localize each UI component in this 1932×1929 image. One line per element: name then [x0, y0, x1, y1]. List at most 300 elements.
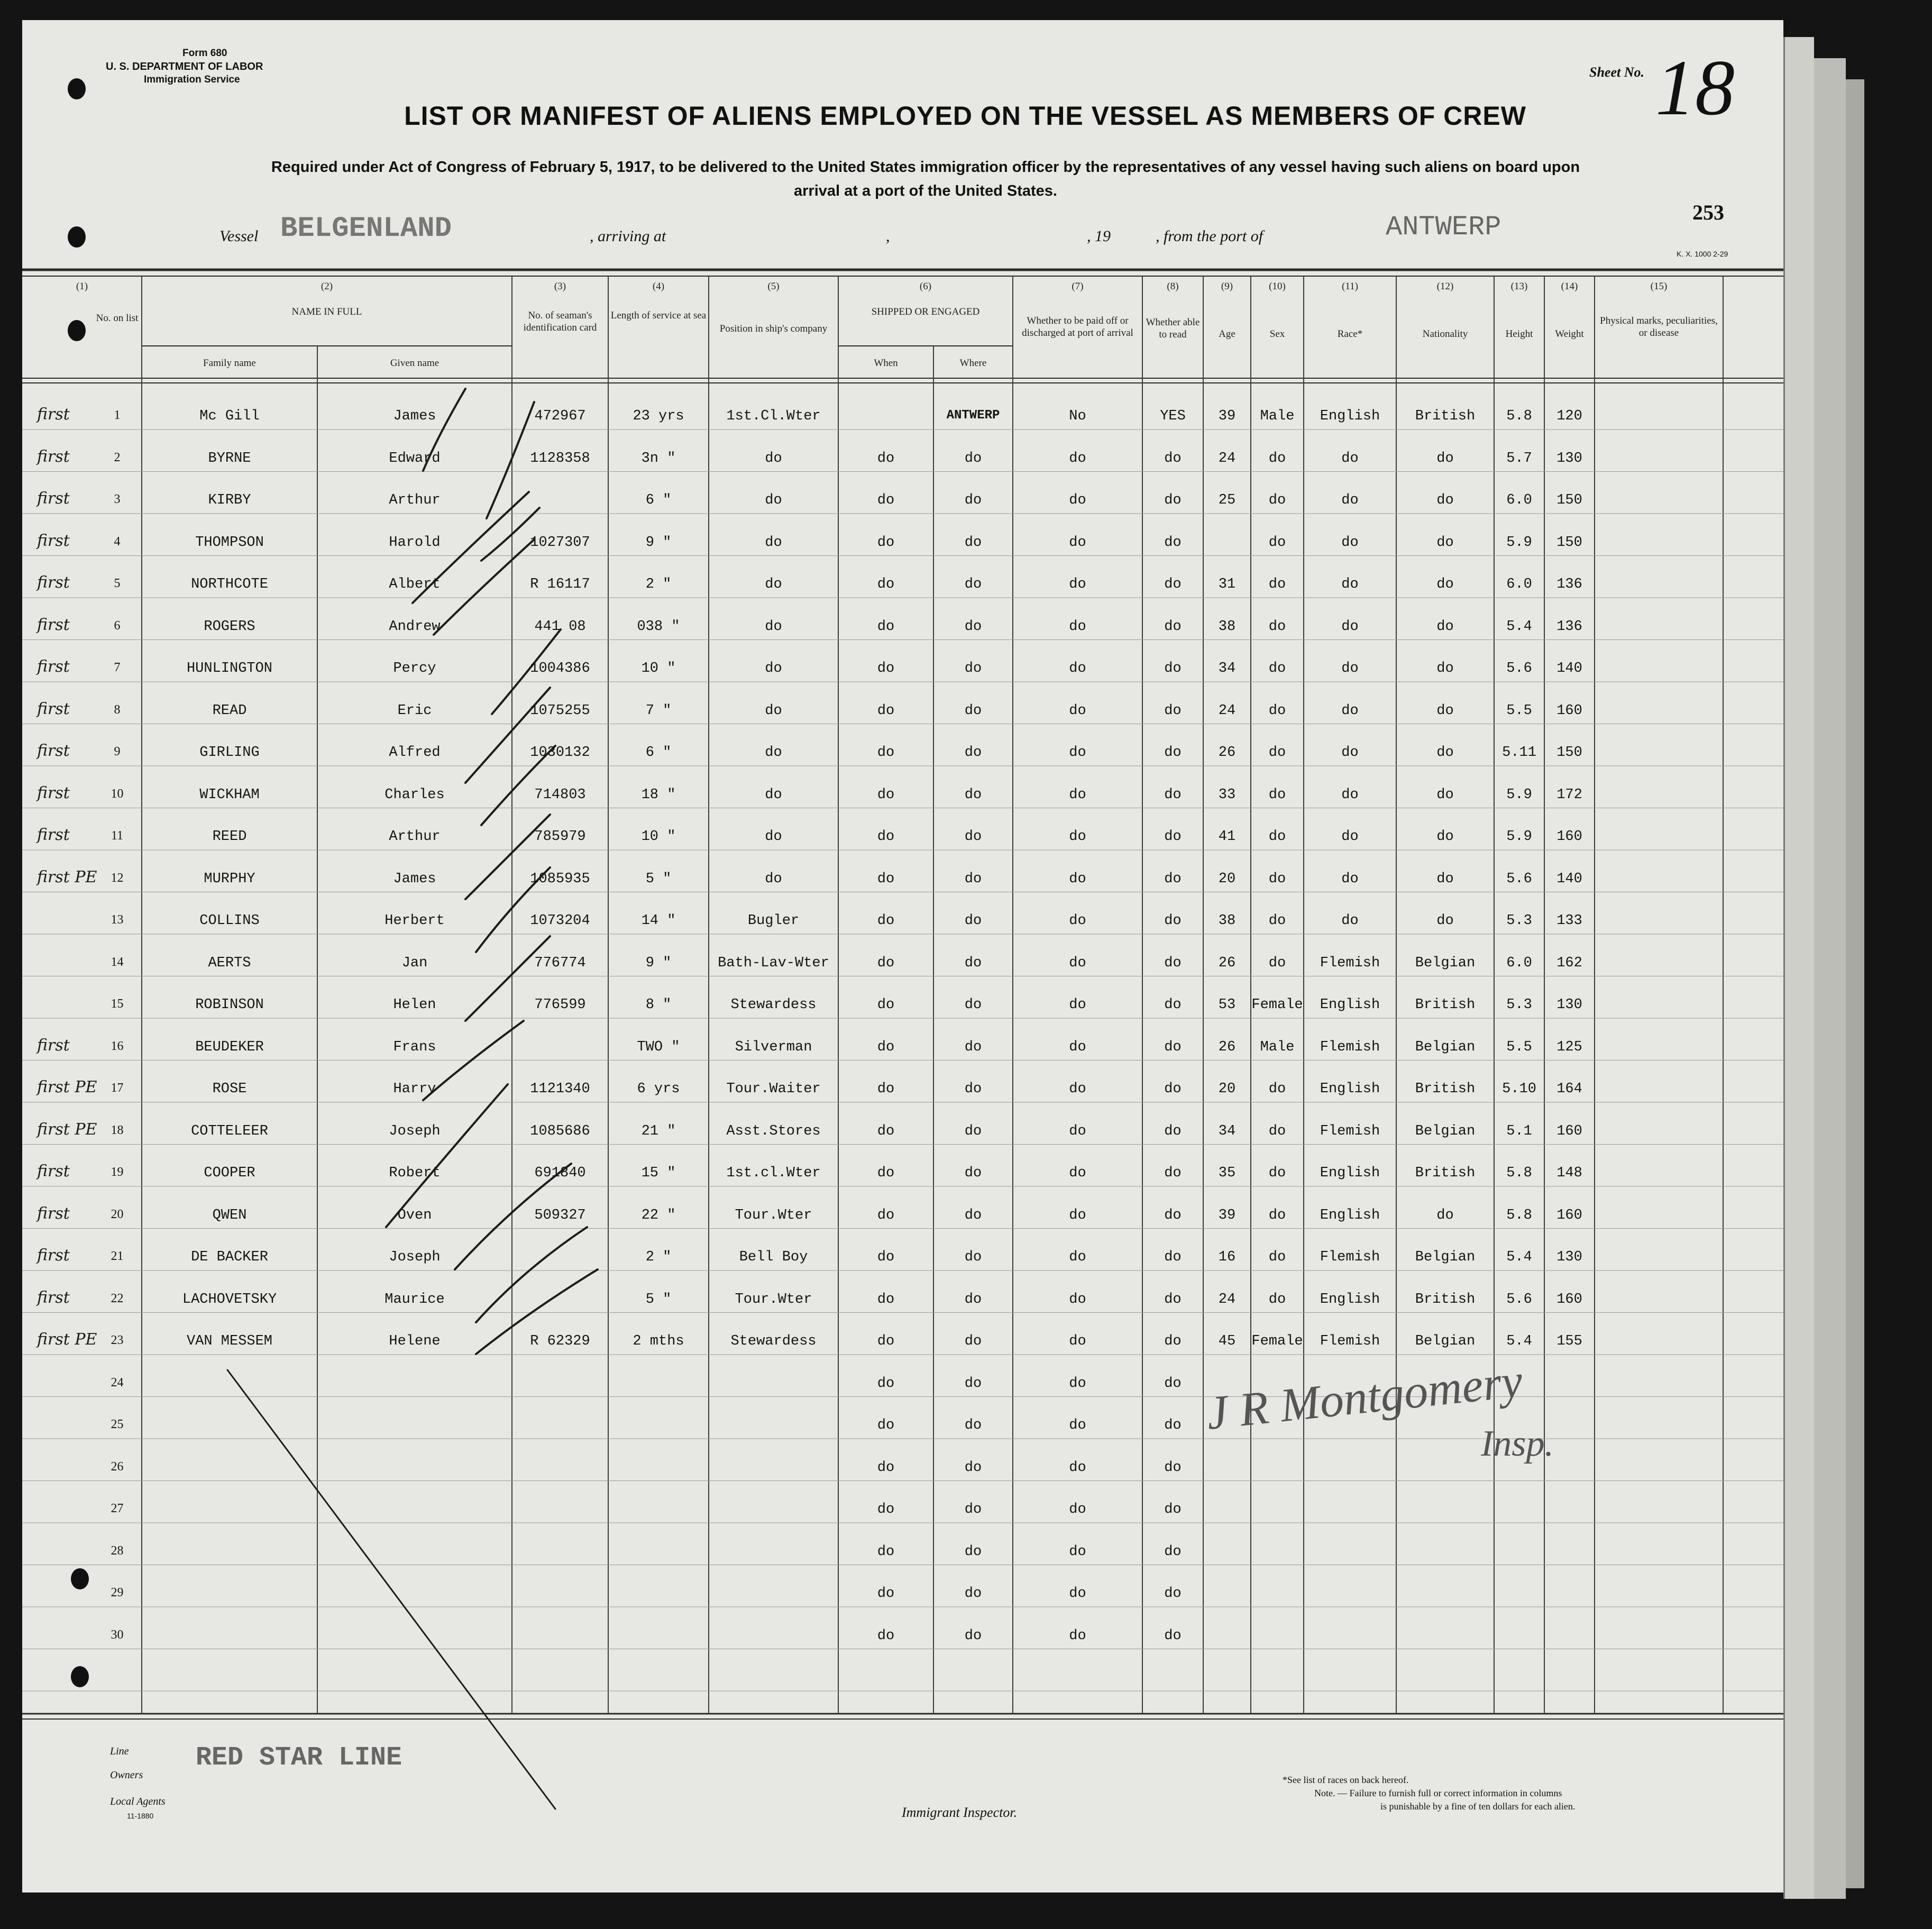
age-cell: 26	[1218, 1039, 1236, 1055]
margin-annotation: first	[37, 1204, 70, 1223]
paid-off-cell: do	[1069, 618, 1086, 635]
height-cell: 5.6	[1506, 1291, 1532, 1308]
race-cell: Flemish	[1320, 1039, 1380, 1055]
form-number: Form 680	[182, 48, 227, 59]
shipped-where-cell: do	[964, 955, 982, 971]
weight-cell: 136	[1556, 577, 1582, 592]
service-length-cell: 9 "	[645, 955, 672, 971]
height-cell: 5.10	[1502, 1081, 1536, 1097]
note-fine-2: is punishable by a fine of ten dollars for each alien.	[1380, 1801, 1576, 1812]
header-name-in-full: NAME IN FULL	[291, 306, 362, 317]
service-length-cell: 10 "	[641, 829, 676, 845]
shipped-when-cell: do	[877, 1459, 895, 1476]
nationality-cell: British	[1415, 1165, 1476, 1181]
paid-off-cell: do	[1069, 871, 1086, 887]
line-value: RED STAR LINE	[196, 1743, 402, 1773]
family-name-cell: COOPER	[204, 1165, 255, 1181]
able-to-read-cell: do	[1164, 1375, 1182, 1392]
margin-annotation: first	[37, 531, 70, 550]
paid-off-cell: do	[1069, 1249, 1086, 1265]
row-number: 14	[111, 955, 124, 969]
shipped-when-cell: do	[877, 955, 895, 971]
position-cell: Stewardess	[730, 997, 817, 1013]
nationality-cell: do	[1436, 661, 1454, 676]
position-cell: do	[765, 829, 782, 845]
subtitle-line-1: Required under Act of Congress of February 5, 1917, to be delivered to the United States immigration officer by the representatives of any vessel having such aliens on board upon	[271, 159, 1580, 176]
able-to-read-cell: do	[1164, 1333, 1182, 1349]
note-races: *See list of races on back hereof.	[1283, 1775, 1409, 1785]
family-name-cell: QWEN	[212, 1207, 247, 1223]
shipped-when-cell: do	[877, 913, 895, 929]
age-cell: 24	[1218, 450, 1236, 467]
margin-annotation: first	[37, 1036, 70, 1055]
able-to-read-cell: do	[1164, 745, 1182, 761]
agents-code: 11-1880	[127, 1812, 154, 1820]
age-cell: 53	[1218, 997, 1236, 1013]
height-cell: 6.0	[1506, 492, 1532, 508]
nationality-cell: do	[1436, 702, 1454, 719]
race-cell: do	[1341, 787, 1359, 803]
owners-label: Owners	[110, 1769, 143, 1781]
shipped-where-cell: do	[964, 913, 982, 929]
family-name-cell: COTTELEER	[191, 1123, 268, 1139]
shipped-when-cell: do	[877, 1165, 895, 1181]
age-cell: 34	[1218, 1123, 1236, 1139]
paid-off-cell: do	[1069, 450, 1086, 467]
header-family-name: Family name	[203, 358, 256, 369]
margin-annotation: first	[37, 826, 70, 844]
able-to-read-cell: do	[1164, 1291, 1182, 1308]
shipped-when-cell: do	[877, 577, 895, 592]
shipped-where-cell: do	[964, 1291, 982, 1308]
header-where: Where	[959, 358, 987, 369]
row-number: 11	[111, 829, 124, 843]
able-to-read-cell: do	[1164, 997, 1182, 1013]
row-number: 1	[114, 408, 121, 422]
shipped-when-cell: do	[877, 492, 895, 508]
row-number: 10	[111, 787, 124, 801]
column-number: (11)	[1342, 281, 1358, 292]
shipped-when-cell: do	[877, 787, 895, 803]
sex-cell: Female	[1251, 1333, 1303, 1349]
paid-off-cell: No	[1069, 408, 1086, 424]
age-cell: 39	[1218, 408, 1236, 424]
column-number: (5)	[767, 281, 780, 292]
weight-cell: 160	[1556, 1123, 1582, 1139]
header-height: Height	[1505, 328, 1533, 340]
family-name-cell: ROGERS	[204, 618, 255, 635]
column-number: (9)	[1221, 281, 1233, 292]
id-card-cell: 509327	[534, 1207, 586, 1223]
header-able-to-read: Whether able to read	[1146, 317, 1200, 340]
race-cell: English	[1320, 408, 1380, 424]
margin-annotation: first PE	[37, 1330, 97, 1349]
shipped-when-cell: do	[877, 534, 895, 551]
height-cell: 5.1	[1506, 1123, 1532, 1139]
row-number: 17	[111, 1081, 124, 1095]
given-name-cell: Oven	[397, 1207, 432, 1223]
service-length-cell: 15 "	[641, 1165, 676, 1181]
margin-annotation: first	[37, 699, 70, 718]
race-cell: English	[1320, 997, 1380, 1013]
able-to-read-cell: do	[1164, 1586, 1182, 1602]
position-cell: 1st.Cl.Wter	[726, 408, 821, 424]
given-name-cell: Arthur	[389, 492, 441, 508]
shipped-where-cell: do	[964, 661, 982, 676]
service-length-cell: 8 "	[645, 997, 672, 1013]
family-name-cell: LACHOVETSKY	[182, 1291, 277, 1308]
height-cell: 5.3	[1506, 913, 1532, 929]
shipped-where-cell: do	[964, 1543, 982, 1560]
service-length-cell: TWO "	[637, 1039, 680, 1055]
arriving-label: , arriving at	[590, 227, 666, 245]
nationality-cell: do	[1436, 871, 1454, 887]
given-name-cell: Joseph	[389, 1123, 441, 1139]
shipped-when-cell: do	[877, 1207, 895, 1223]
column-number: (15)	[1650, 281, 1668, 292]
sex-cell: do	[1268, 1207, 1286, 1223]
race-cell: do	[1341, 577, 1359, 592]
sex-cell: Female	[1251, 997, 1303, 1013]
age-cell: 26	[1218, 955, 1236, 971]
shipped-where-cell: do	[964, 1333, 982, 1349]
height-cell: 5.6	[1506, 661, 1532, 676]
sex-cell: do	[1268, 450, 1286, 467]
row-number: 22	[111, 1291, 124, 1305]
paid-off-cell: do	[1069, 955, 1086, 971]
weight-cell: 120	[1556, 408, 1582, 424]
weight-cell: 140	[1556, 661, 1582, 676]
weight-cell: 130	[1556, 1249, 1582, 1265]
race-cell: do	[1341, 492, 1359, 508]
able-to-read-cell: do	[1164, 1502, 1182, 1517]
paid-off-cell: do	[1069, 1375, 1086, 1392]
height-cell: 5.3	[1506, 997, 1532, 1013]
sex-cell: do	[1268, 829, 1286, 845]
nationality-cell: do	[1436, 577, 1454, 592]
column-number: (6)	[919, 281, 932, 292]
weight-cell: 162	[1556, 955, 1582, 971]
position-cell: Stewardess	[730, 1333, 817, 1349]
id-card-cell: R 62329	[530, 1333, 590, 1349]
weight-cell: 150	[1556, 534, 1582, 551]
paid-off-cell: do	[1069, 661, 1086, 676]
nationality-cell: Belgian	[1415, 1333, 1476, 1349]
given-name-cell: James	[393, 408, 436, 424]
service-length-cell: 21 "	[641, 1123, 676, 1139]
column-number: (14)	[1561, 281, 1578, 292]
height-cell: 5.11	[1502, 745, 1536, 761]
height-cell: 5.4	[1506, 618, 1532, 635]
height-cell: 5.9	[1506, 829, 1532, 845]
weight-cell: 164	[1556, 1081, 1582, 1097]
id-card-cell: 1073204	[530, 913, 590, 929]
header-shipped-engaged: SHIPPED OR ENGAGED	[871, 306, 980, 317]
able-to-read-cell: do	[1164, 702, 1182, 719]
service-length-cell: 6 yrs	[637, 1081, 680, 1097]
column-number: (13)	[1510, 281, 1528, 292]
sex-cell: do	[1268, 745, 1286, 761]
row-number: 9	[114, 745, 121, 758]
id-card-cell: 1128358	[530, 450, 590, 467]
age-cell: 31	[1218, 577, 1236, 592]
paid-off-cell: do	[1069, 1081, 1086, 1097]
height-cell: 5.5	[1506, 1039, 1532, 1055]
height-cell: 5.4	[1506, 1333, 1532, 1349]
sex-cell: do	[1268, 1165, 1286, 1181]
row-number: 29	[111, 1586, 124, 1599]
shipped-where-cell: ANTWERP	[946, 408, 1000, 423]
position-cell: Bugler	[747, 913, 800, 929]
given-name-cell: Andrew	[389, 618, 441, 635]
able-to-read-cell: do	[1164, 913, 1182, 929]
paid-off-cell: do	[1069, 745, 1086, 761]
service-length-cell: 9 "	[645, 534, 672, 551]
paid-off-cell: do	[1069, 1333, 1086, 1349]
shipped-when-cell: do	[877, 1543, 895, 1560]
nationality-cell: Belgian	[1415, 1249, 1476, 1265]
weight-cell: 160	[1556, 829, 1582, 845]
shipped-when-cell: do	[877, 829, 895, 845]
margin-annotation: first PE	[37, 1120, 97, 1139]
service-length-cell: 7 "	[645, 702, 672, 719]
family-name-cell: GIRLING	[199, 745, 260, 761]
weight-cell: 130	[1556, 450, 1582, 467]
column-number: (10)	[1269, 281, 1286, 292]
id-card-cell: 1085935	[530, 871, 590, 887]
race-cell: do	[1341, 745, 1359, 761]
paid-off-cell: do	[1069, 1628, 1086, 1644]
position-cell: Tour.Waiter	[726, 1081, 821, 1097]
nationality-cell: Belgian	[1415, 955, 1476, 971]
race-cell: Flemish	[1320, 1123, 1380, 1139]
shipped-when-cell: do	[877, 1291, 895, 1308]
sex-cell: do	[1268, 787, 1286, 803]
comma: ,	[886, 227, 890, 245]
paid-off-cell: do	[1069, 913, 1086, 929]
shipped-where-cell: do	[964, 450, 982, 467]
from-port-label: , from the port of	[1156, 227, 1263, 245]
height-cell: 5.9	[1506, 787, 1532, 803]
id-card-cell: 785979	[534, 829, 586, 845]
able-to-read-cell: do	[1164, 1418, 1182, 1433]
shipped-when-cell: do	[877, 1123, 895, 1139]
race-cell: English	[1320, 1165, 1380, 1181]
sheet-number: 18	[1655, 44, 1735, 132]
given-name-cell: Joseph	[389, 1249, 441, 1265]
able-to-read-cell: do	[1164, 1459, 1182, 1476]
margin-annotation: first	[37, 489, 70, 508]
sex-cell: do	[1268, 618, 1286, 635]
row-number: 18	[111, 1123, 124, 1137]
paid-off-cell: do	[1069, 577, 1086, 592]
age-cell: 35	[1218, 1165, 1236, 1181]
able-to-read-cell: do	[1164, 534, 1182, 551]
position-cell: Tour.Wter	[735, 1291, 812, 1308]
shipped-where-cell: do	[964, 577, 982, 592]
departure-port: ANTWERP	[1386, 212, 1501, 243]
shipped-where-cell: do	[964, 1502, 982, 1517]
page-number: 253	[1692, 200, 1724, 224]
weight-cell: 130	[1556, 997, 1582, 1013]
nationality-cell: do	[1436, 1207, 1454, 1223]
header-race: Race*	[1337, 328, 1363, 340]
shipped-where-cell: do	[964, 618, 982, 635]
check-mark	[465, 688, 550, 783]
shipped-where-cell: do	[964, 829, 982, 845]
margin-annotation: first	[37, 657, 70, 676]
shipped-when-cell: do	[877, 745, 895, 761]
row-number: 2	[114, 450, 121, 464]
age-cell: 38	[1218, 913, 1236, 929]
nationality-cell: do	[1436, 618, 1454, 635]
shipped-when-cell: do	[877, 661, 895, 676]
given-name-cell: Harry	[393, 1081, 436, 1097]
given-name-cell: Edward	[389, 450, 441, 467]
family-name-cell: Mc Gill	[199, 408, 260, 424]
able-to-read-cell: do	[1164, 1628, 1182, 1644]
service-length-cell: 23 yrs	[633, 408, 684, 424]
sex-cell: do	[1268, 1123, 1286, 1139]
row-number: 19	[111, 1165, 124, 1179]
shipped-when-cell: do	[877, 618, 895, 635]
service-length-cell: 038 "	[637, 618, 680, 635]
able-to-read-cell: do	[1164, 787, 1182, 803]
paid-off-cell: do	[1069, 829, 1086, 845]
given-name-cell: James	[393, 871, 436, 887]
able-to-read-cell: do	[1164, 1123, 1182, 1139]
paid-off-cell: do	[1069, 492, 1086, 508]
margin-annotation: first	[37, 742, 70, 760]
race-cell: do	[1341, 702, 1359, 719]
id-card-cell: 691840	[534, 1165, 586, 1181]
family-name-cell: VAN MESSEM	[186, 1333, 273, 1349]
position-cell: do	[765, 577, 782, 592]
weight-cell: 150	[1556, 492, 1582, 508]
id-card-cell: 441 08	[534, 618, 586, 635]
sex-cell: do	[1268, 955, 1286, 971]
sex-cell: do	[1268, 534, 1286, 551]
service-length-cell: 10 "	[641, 661, 676, 676]
age-cell: 34	[1218, 661, 1236, 676]
sheet-label: Sheet No.	[1589, 65, 1644, 80]
age-cell: 33	[1218, 787, 1236, 803]
service-length-cell: 18 "	[641, 787, 676, 803]
height-cell: 5.5	[1506, 702, 1532, 719]
weight-cell: 160	[1556, 1207, 1582, 1223]
margin-annotation: first	[37, 615, 70, 634]
service-length-cell: 22 "	[641, 1207, 676, 1223]
service-length-cell: 2 "	[645, 1249, 672, 1265]
shipped-when-cell: do	[877, 1418, 895, 1433]
id-card-cell: 472967	[534, 408, 586, 424]
position-cell: Bath-Lav-Wter	[718, 955, 829, 971]
paid-off-cell: do	[1069, 1291, 1086, 1308]
position-cell: do	[765, 450, 782, 467]
race-cell: do	[1341, 913, 1359, 929]
nationality-cell: British	[1415, 408, 1476, 424]
column-number: (4)	[652, 281, 665, 292]
able-to-read-cell: do	[1164, 618, 1182, 635]
shipped-where-cell: do	[964, 1081, 982, 1097]
shipped-when-cell: do	[877, 1375, 895, 1392]
weight-cell: 150	[1556, 745, 1582, 761]
shipped-where-cell: do	[964, 745, 982, 761]
family-name-cell: THOMPSON	[195, 534, 264, 551]
position-cell: do	[765, 492, 782, 508]
service-length-cell: 14 "	[641, 913, 676, 929]
shipped-where-cell: do	[964, 871, 982, 887]
shipped-when-cell: do	[877, 1586, 895, 1602]
nationality-cell: Belgian	[1415, 1123, 1476, 1139]
able-to-read-cell: do	[1164, 1543, 1182, 1560]
family-name-cell: REED	[212, 829, 247, 845]
position-cell: do	[765, 661, 782, 676]
sex-cell: do	[1268, 1081, 1286, 1097]
able-to-read-cell: YES	[1160, 408, 1186, 424]
given-name-cell: Helen	[393, 997, 436, 1013]
sex-cell: do	[1268, 1249, 1286, 1265]
shipped-when-cell: do	[877, 450, 895, 467]
race-cell: English	[1320, 1081, 1380, 1097]
header-nationality: Nationality	[1422, 328, 1468, 340]
age-cell: 24	[1218, 702, 1236, 719]
family-name-cell: NORTHCOTE	[191, 577, 268, 592]
race-cell: do	[1341, 534, 1359, 551]
able-to-read-cell: do	[1164, 871, 1182, 887]
sex-cell: do	[1268, 492, 1286, 508]
able-to-read-cell: do	[1164, 1249, 1182, 1265]
print-code: K. X. 1000 2-29	[1677, 250, 1728, 258]
id-card-cell: 1027307	[530, 534, 590, 551]
shipped-where-cell: do	[964, 1207, 982, 1223]
check-mark	[476, 1227, 587, 1322]
given-name-cell: Eric	[397, 702, 432, 719]
row-number: 26	[111, 1459, 124, 1474]
header-weight: Weight	[1555, 328, 1584, 340]
family-name-cell: BEUDEKER	[195, 1039, 264, 1055]
weight-cell: 133	[1556, 913, 1582, 929]
position-cell: do	[765, 745, 782, 761]
margin-annotation: first PE	[37, 1078, 97, 1096]
paid-off-cell: do	[1069, 1586, 1086, 1602]
family-name-cell: COLLINS	[199, 913, 260, 929]
column-number: (7)	[1072, 281, 1084, 292]
shipped-where-cell: do	[964, 1249, 982, 1265]
column-number: (8)	[1167, 281, 1179, 292]
header-given-name: Given name	[390, 358, 439, 369]
position-cell: Silverman	[735, 1039, 812, 1055]
weight-cell: 140	[1556, 871, 1582, 887]
header-no-on-list: No. on list	[96, 313, 139, 324]
service-length-cell: 2 mths	[633, 1333, 684, 1349]
subtitle-line-2: arrival at a port of the United States.	[794, 182, 1057, 199]
position-cell: 1st.cl.Wter	[726, 1165, 821, 1181]
id-card-cell: 1075255	[530, 702, 590, 719]
id-card-cell: 1121340	[530, 1081, 590, 1097]
header-sex: Sex	[1269, 328, 1285, 340]
able-to-read-cell: do	[1164, 577, 1182, 592]
paid-off-cell: do	[1069, 1165, 1086, 1181]
race-cell: Flemish	[1320, 955, 1380, 971]
race-cell: do	[1341, 661, 1359, 676]
position-cell: Tour.Wter	[735, 1207, 812, 1223]
shipped-where-cell: do	[964, 1418, 982, 1433]
shipped-where-cell: do	[964, 534, 982, 551]
shipped-when-cell: do	[877, 1333, 895, 1349]
column-number: (2)	[321, 281, 333, 292]
race-cell: do	[1341, 829, 1359, 845]
